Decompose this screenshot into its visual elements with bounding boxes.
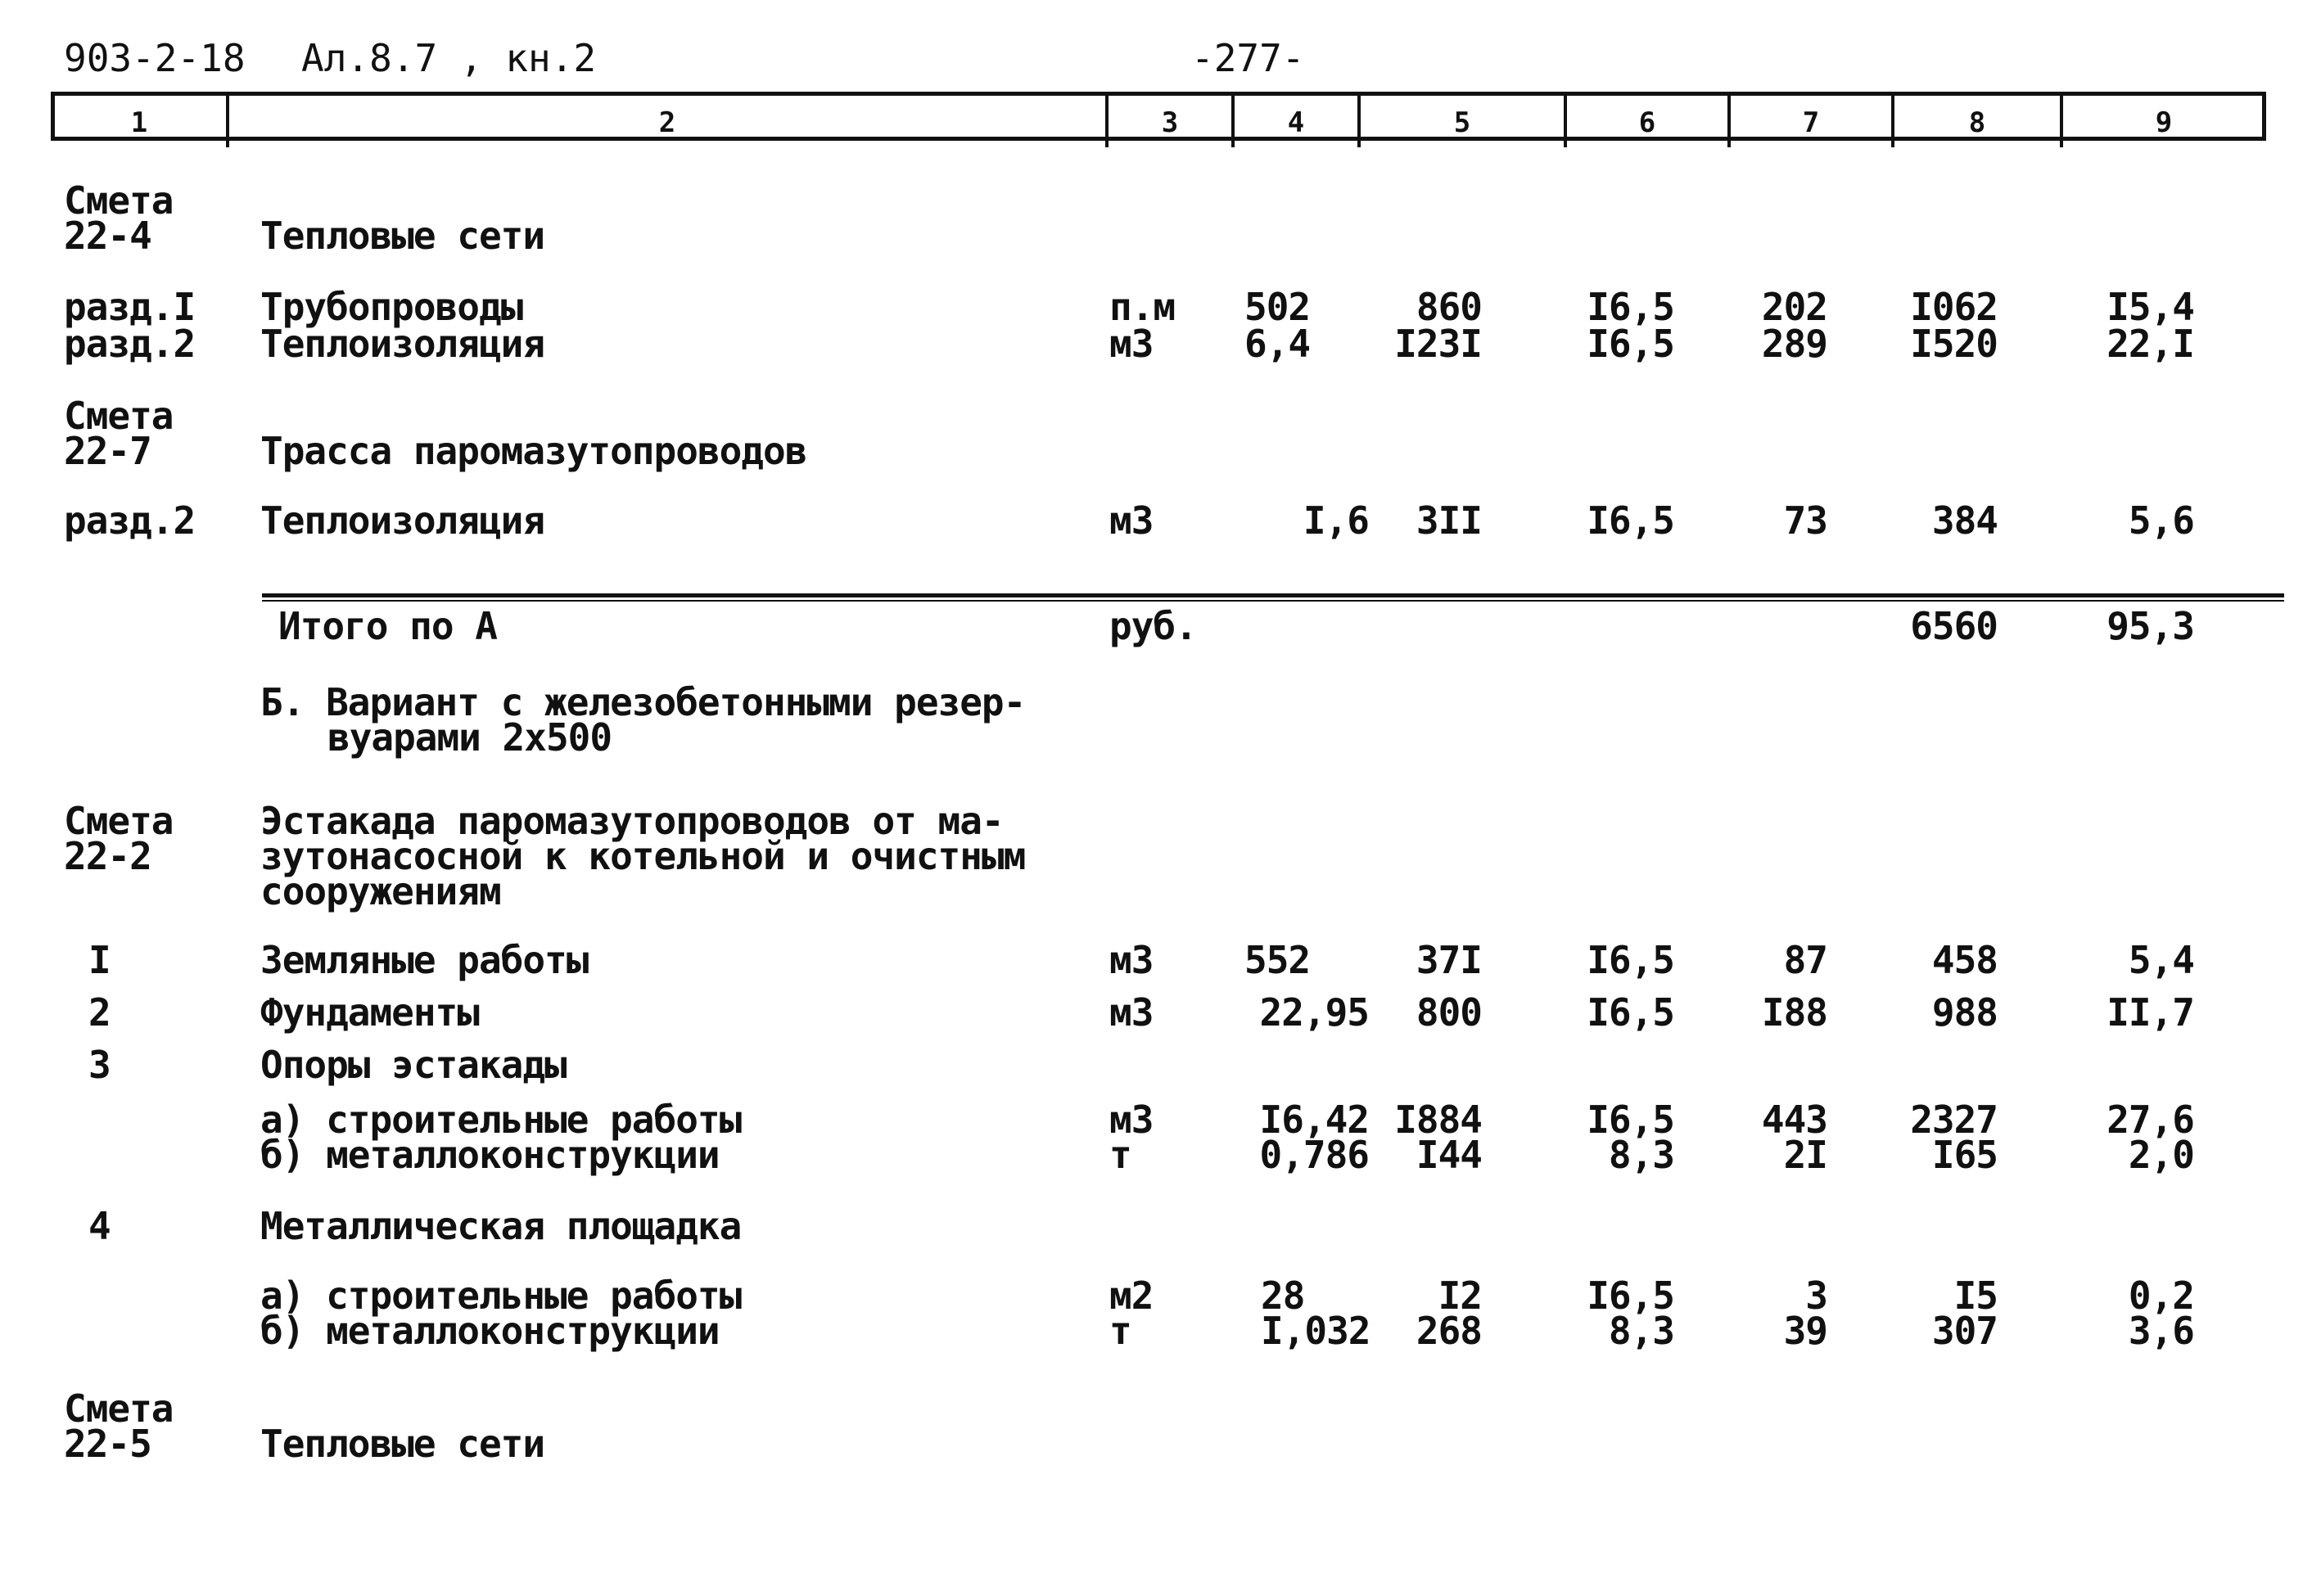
col-8-total: I520 — [1910, 322, 1998, 366]
col-3-unit: т — [1109, 1133, 1131, 1177]
col-9-value: 0,2 — [2128, 1274, 2194, 1318]
col-6-coefficient: 8,3 — [1608, 1309, 1674, 1353]
col-9-value: 95,3 — [2107, 604, 2194, 648]
col-6-coefficient: I6,5 — [1587, 285, 1674, 329]
col-5-value: 860 — [1416, 285, 1482, 329]
col-2-description: б) металлоконструкции — [260, 1133, 720, 1177]
column-number: 1 — [130, 106, 148, 139]
total-separator-rule-thin — [262, 600, 2284, 602]
col-4-quantity: 22,95 — [1259, 990, 1369, 1035]
col-4-quantity: 28 — [1261, 1274, 1305, 1318]
col-1-ref: Смета — [64, 1386, 174, 1431]
col-4-quantity: 502 — [1244, 285, 1311, 329]
col-9-value: 27,6 — [2107, 1098, 2194, 1142]
col-2-description: сооружениям — [260, 869, 501, 913]
col-2-description: Теплоизоляция — [260, 498, 545, 543]
col-7-value: 73 — [1783, 498, 1827, 543]
col-8-total: I65 — [1931, 1133, 1998, 1177]
col-3-unit: м3 — [1109, 990, 1154, 1035]
col-6-coefficient: I6,5 — [1587, 990, 1674, 1035]
column-number: 5 — [1453, 106, 1471, 139]
col-2-description: Эстакада паромазутопроводов от ма- — [260, 799, 1004, 843]
col-6-coefficient: I6,5 — [1587, 1274, 1674, 1318]
col-2-description: б) металлоконструкции — [260, 1309, 720, 1353]
col-2-description: Итого по А — [278, 604, 497, 648]
col-8-total: I5 — [1953, 1274, 1998, 1318]
col-2-description: Фундаменты — [260, 990, 479, 1035]
col-4-quantity: 552 — [1244, 938, 1311, 982]
col-1-ref: 4 — [88, 1204, 111, 1248]
col-1-ref: I — [88, 938, 111, 982]
col-2-description: Опоры эстакады — [260, 1043, 567, 1087]
col-2-description: Трасса паромазутопроводов — [260, 429, 807, 473]
col-5-value: 268 — [1416, 1309, 1482, 1353]
col-8-total: 384 — [1931, 498, 1998, 543]
total-separator-rule — [262, 593, 2284, 597]
col-6-coefficient: I6,5 — [1587, 938, 1674, 982]
col-1-ref: разд.I — [64, 285, 196, 329]
col-1-ref: 2 — [88, 990, 111, 1035]
col-2-description: Тепловые сети — [260, 1422, 545, 1466]
col-7-value: 2I — [1783, 1133, 1827, 1177]
col-1-ref: разд.2 — [64, 498, 196, 543]
col-7-value: 202 — [1761, 285, 1827, 329]
col-9-value: 5,4 — [2128, 938, 2194, 982]
col-3-unit: м3 — [1109, 938, 1154, 982]
col-6-coefficient: I6,5 — [1587, 498, 1674, 543]
col-4-quantity: 6,4 — [1244, 322, 1311, 366]
col-6-coefficient: I6,5 — [1587, 322, 1674, 366]
col-4-quantity: 0,786 — [1259, 1133, 1369, 1177]
col-5-value: I23I — [1394, 322, 1482, 366]
col-3-unit: м3 — [1109, 322, 1154, 366]
column-number: 4 — [1287, 106, 1305, 139]
col-3-unit: м3 — [1109, 498, 1154, 543]
col-9-value: 22,I — [2107, 322, 2194, 366]
col-2-description: Земляные работы — [260, 938, 589, 982]
col-1-ref: 3 — [88, 1043, 111, 1087]
col-5-value: I2 — [1438, 1274, 1482, 1318]
document-code: 903-2-18 — [64, 36, 246, 80]
col-9-value: 5,6 — [2128, 498, 2194, 543]
col-5-value: I44 — [1416, 1133, 1482, 1177]
col-3-unit: руб. — [1109, 604, 1197, 648]
col-9-value: 2,0 — [2128, 1133, 2194, 1177]
col-8-total: 307 — [1931, 1309, 1998, 1353]
col-2-description: Б. Вариант с железобетонными резер- — [260, 680, 1026, 724]
col-3-unit: т — [1109, 1309, 1131, 1353]
column-number: 3 — [1161, 106, 1179, 139]
col-1-ref: Смета — [64, 799, 174, 843]
col-1-ref: Смета — [64, 394, 174, 438]
col-2-description: Тепловые сети — [260, 214, 545, 258]
col-7-value: 39 — [1783, 1309, 1827, 1353]
col-2-description: Металлическая площадка — [260, 1204, 742, 1248]
col-2-description: а) строительные работы — [260, 1098, 742, 1142]
col-1-ref: разд.2 — [64, 322, 196, 366]
col-4-quantity: I,032 — [1261, 1309, 1370, 1353]
col-4-quantity: I,6 — [1303, 498, 1369, 543]
col-7-value: 289 — [1761, 322, 1827, 366]
col-8-total: 988 — [1931, 990, 1998, 1035]
col-3-unit: м2 — [1109, 1274, 1154, 1318]
col-7-value: 3 — [1805, 1274, 1827, 1318]
col-4-quantity: I6,42 — [1259, 1098, 1369, 1142]
col-9-value: I5,4 — [2107, 285, 2194, 329]
col-7-value: 443 — [1761, 1098, 1827, 1142]
col-1-ref: Смета — [64, 178, 174, 223]
col-8-total: 458 — [1931, 938, 1998, 982]
column-number: 9 — [2155, 106, 2173, 139]
column-number: 6 — [1638, 106, 1656, 139]
col-2-description: а) строительные работы — [260, 1274, 742, 1318]
col-6-coefficient: I6,5 — [1587, 1098, 1674, 1142]
col-6-coefficient: 8,3 — [1608, 1133, 1674, 1177]
col-5-value: I884 — [1394, 1098, 1482, 1142]
col-8-total: 2327 — [1910, 1098, 1998, 1142]
col-1-ref: 22-5 — [64, 1422, 151, 1466]
album-reference: Ал.8.7 , кн.2 — [301, 36, 597, 80]
col-5-value: 37I — [1416, 938, 1482, 982]
col-3-unit: п.м — [1109, 285, 1176, 329]
column-number: 7 — [1802, 106, 1820, 139]
column-number: 2 — [658, 106, 676, 139]
col-1-ref: 22-2 — [64, 834, 151, 878]
col-2-description: вуарами 2x500 — [327, 715, 612, 760]
col-5-value: 3II — [1416, 498, 1482, 543]
col-1-ref: 22-7 — [64, 429, 151, 473]
col-8-total: I062 — [1910, 285, 1998, 329]
col-2-description: Трубопроводы — [260, 285, 523, 329]
col-5-value: 800 — [1416, 990, 1482, 1035]
col-1-ref: 22-4 — [64, 214, 151, 258]
col-2-description: Теплоизоляция — [260, 322, 545, 366]
page-number: -277- — [1191, 36, 1305, 80]
col-2-description: зутонасосной к котельной и очистным — [260, 834, 1026, 878]
col-9-value: 3,6 — [2128, 1309, 2194, 1353]
col-3-unit: м3 — [1109, 1098, 1154, 1142]
col-8-total: 6560 — [1910, 604, 1998, 648]
col-7-value: 87 — [1783, 938, 1827, 982]
col-9-value: II,7 — [2107, 990, 2194, 1035]
column-number: 8 — [1968, 106, 1986, 139]
col-7-value: I88 — [1761, 990, 1827, 1035]
